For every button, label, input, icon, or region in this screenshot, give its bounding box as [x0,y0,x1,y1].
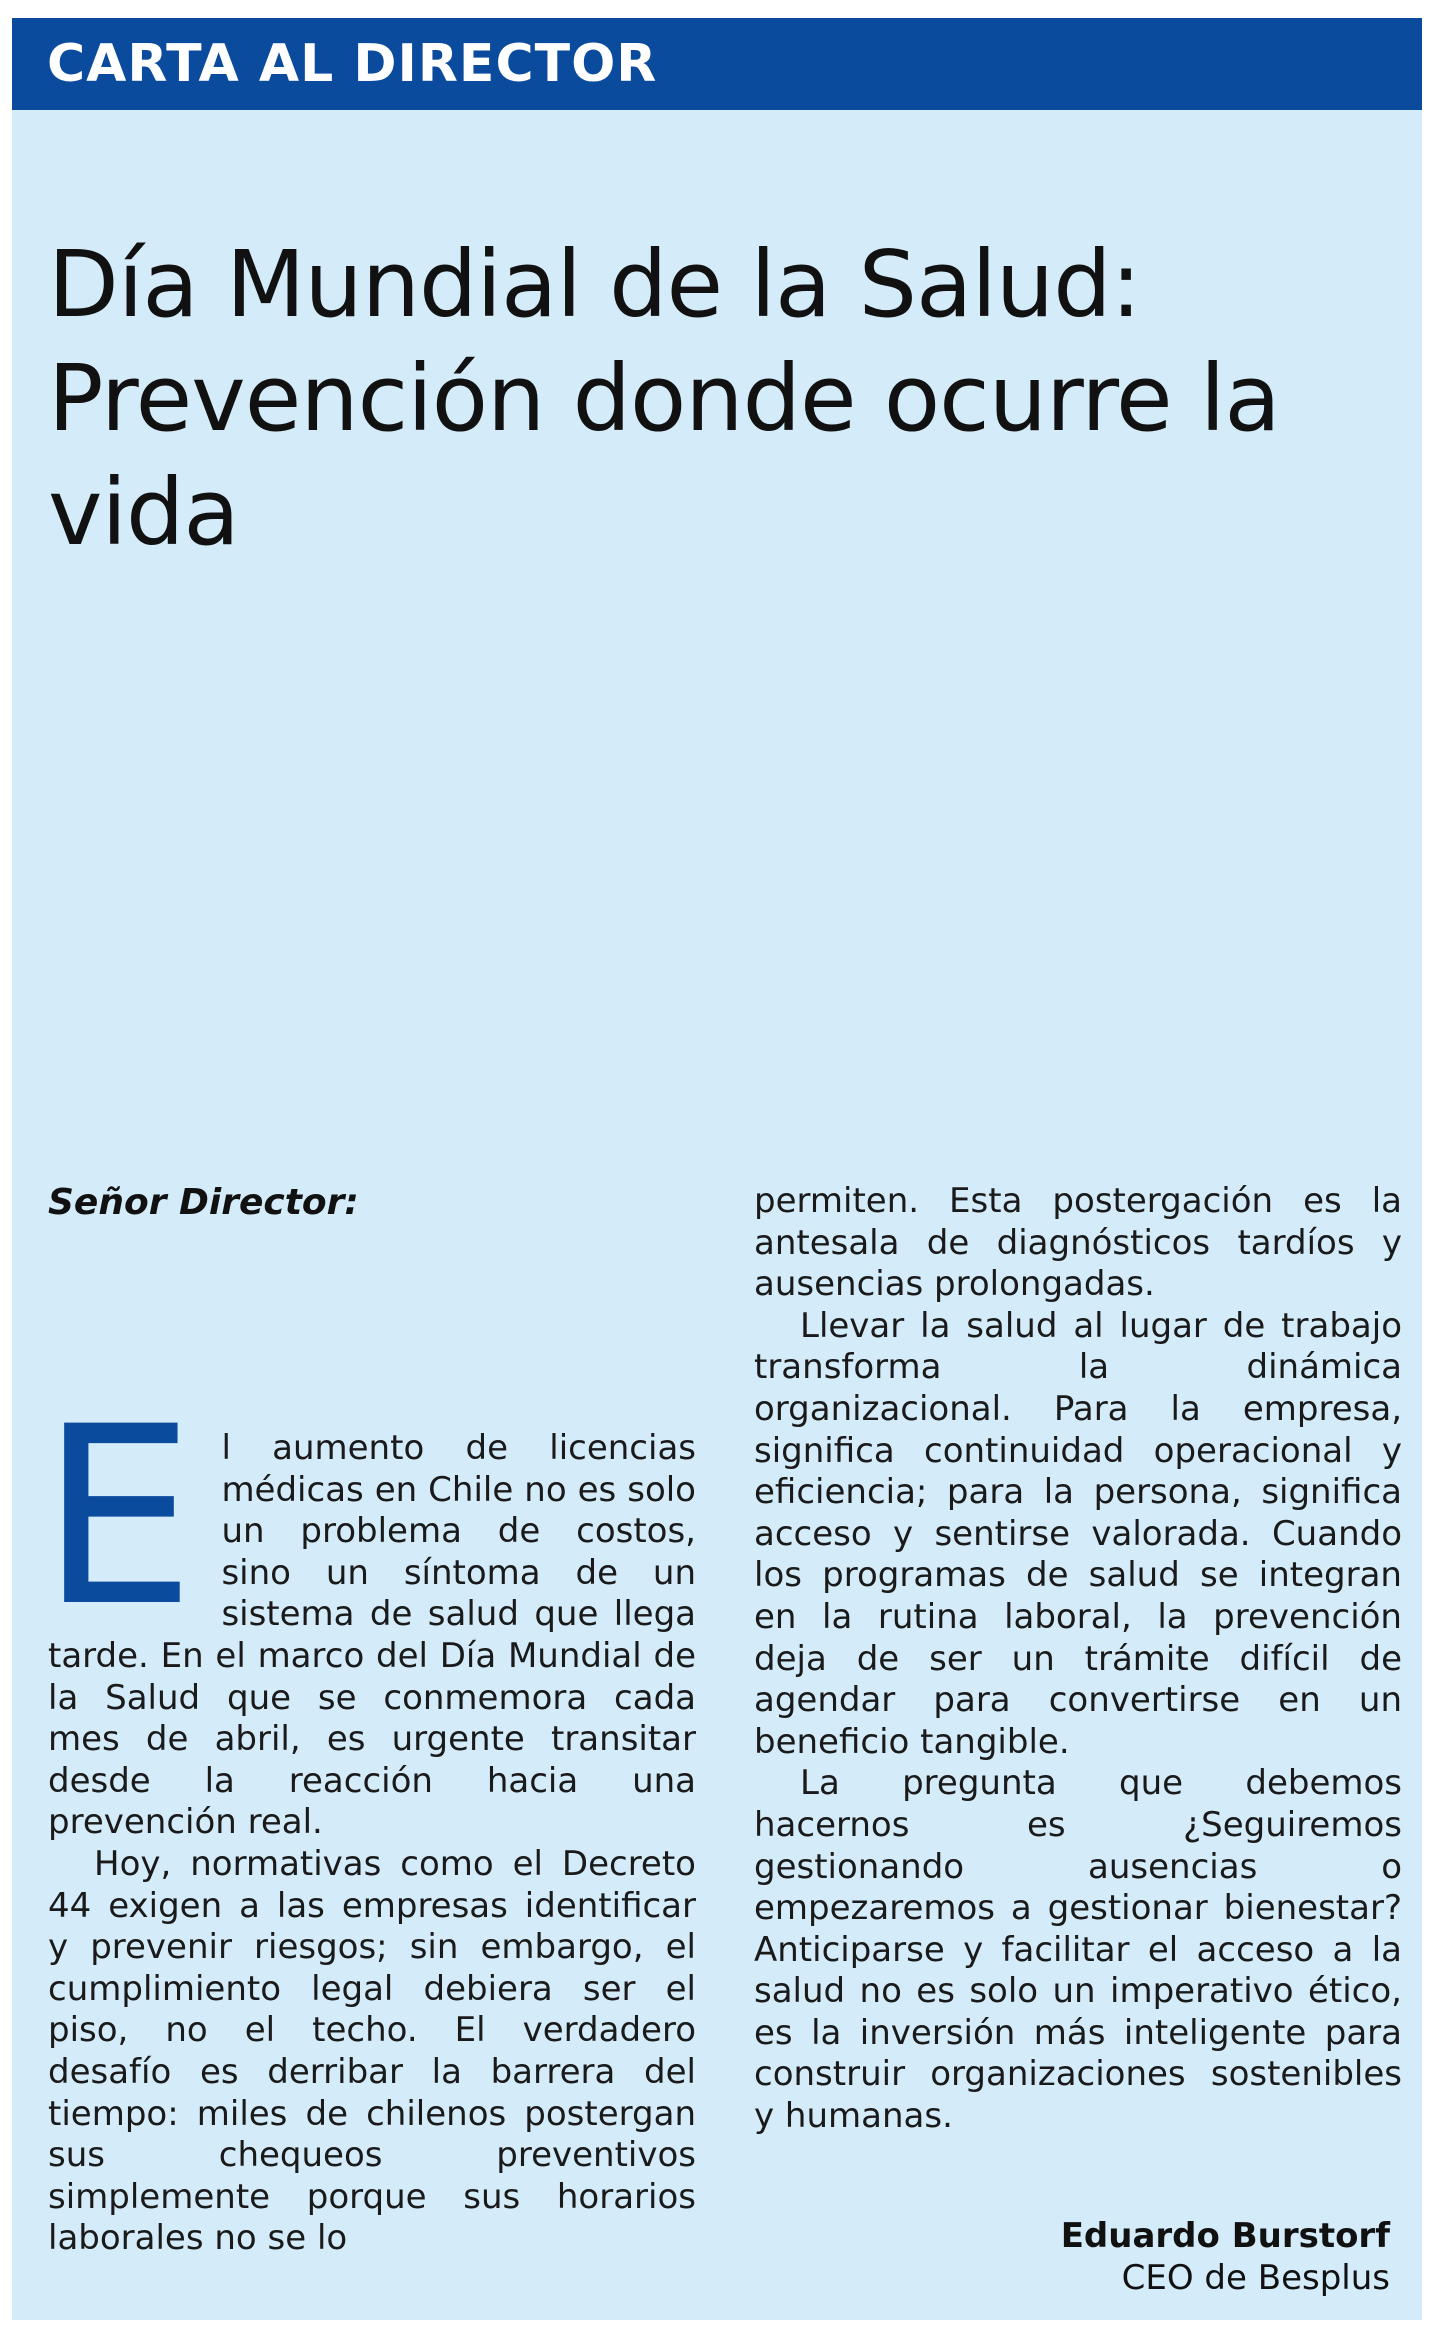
letter-page [12,18,1422,2320]
salutation: Señor Director: [48,1182,359,1223]
body-column-left [40,1375,696,2260]
section-banner [12,18,1422,110]
paragraph-1-text: l aumento de licencias médicas en Chile no es solo un problema de costos, sino un síntoma de un sistema de salud que llega tarde. En el marco del Día Mundial de la Salud que se conmemora cada mes de abril, es urgente transitar desde la reacción hacia una prevención real. [48,1428,696,1843]
paragraph-3: Llevar la salud al lugar de trabajo transforma la dinámica organizacional. Para la empresa, significa continuidad operacional y eficiencia; para la persona, significa acceso y sentirse valorada. Cuando los programas de salud se integran en la rutina laboral, la prevención deja de ser un trámite difícil de agendar para convertirse en un beneficio tangible. [754,1305,1402,1762]
paragraph-4: La pregunta que debemos hacernos es ¿Seguiremos gestionando ausencias o empezaremos a gestionar bienestar? Anticiparse y facilitar el acceso a la salud no es solo un imperativo ético, es la inversión más inteligente para construir organizaciones sostenibles y humanas. [754,1763,1402,2137]
article-headline: Día Mundial de la Salud: Prevención donde ocurre la vida [48,231,1280,566]
body-column-right [754,1181,1402,2138]
drop-cap: E [40,1375,196,1661]
signature-block [1061,2215,1390,2299]
paragraph-2: Hoy, normativas como el Decreto 44 exigen a las empresas identificar y prevenir riesgos; sin embargo, el cumplimiento legal debiera ser el piso, no el techo. El verdadero desafío es derribar la barrera del tiempo: miles de chilenos postergan sus chequeos preventivos simplemente porque sus horarios laborales no se lo [48,1843,696,2259]
paragraph-1 [40,1375,696,1844]
paragraph-2-continued: permiten. Esta postergación es la antesala de diagnósticos tardíos y ausencias prolongadas. [754,1181,1402,1305]
section-label: CARTA AL DIRECTOR [47,34,658,94]
author-name: Eduardo Burstorf [1060,2216,1390,2256]
author-role: CEO de Besplus [1121,2258,1390,2298]
